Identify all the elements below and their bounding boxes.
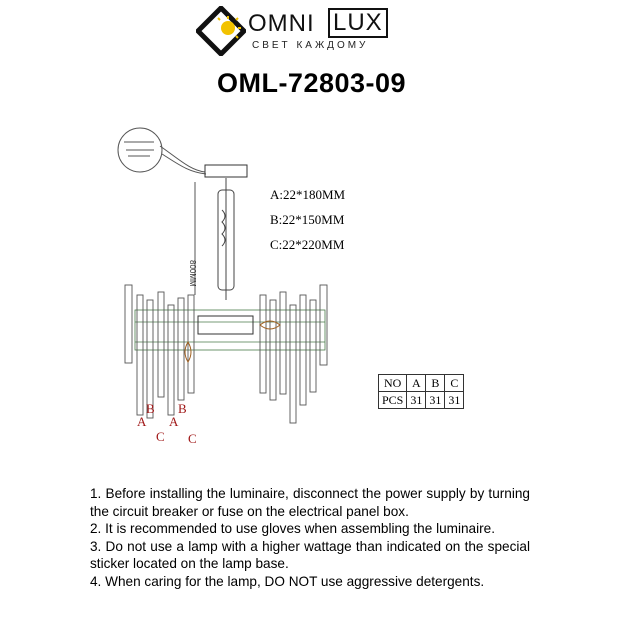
table-header-cell: A: [407, 375, 426, 392]
parts-table: [378, 374, 464, 409]
table-cell: 31: [407, 392, 426, 409]
dimension-a: A:22*180MM: [270, 187, 346, 202]
part-label-c1: C: [156, 429, 165, 444]
table-header-cell: B: [426, 375, 445, 392]
brand-logo: [196, 6, 416, 56]
table-row: [379, 392, 464, 409]
crystals: [125, 285, 327, 423]
dimension-c: C:22*220MM: [270, 237, 345, 252]
part-label-b2: B: [178, 401, 187, 416]
chain-length-label: 800MM: [188, 260, 197, 287]
part-label-a1: A: [137, 414, 147, 429]
part-label-a2: A: [169, 414, 179, 429]
wiring-detail: [118, 128, 206, 174]
instruction-item: 3. Do not use a lamp with a higher wattage than indicated on the special sticker located on the lamp base.: [90, 538, 530, 571]
table-cell: 31: [426, 392, 445, 409]
part-label-b1: B: [146, 401, 155, 416]
canopy: [205, 165, 247, 177]
table-header-row: [379, 375, 464, 392]
instruction-item: 1. Before installing the luminaire, disconnect the power supply by turning the circuit breaker or fuse on the electrical panel box.: [90, 486, 530, 519]
brand-tagline: СВЕТ КАЖДОМУ: [252, 40, 369, 51]
dimensions-list: [270, 182, 345, 257]
table-cell: 31: [445, 392, 464, 409]
dimension-b: B:22*150MM: [270, 212, 345, 227]
model-title: OML-72803-09: [216, 68, 407, 98]
brand-name-left: OMNI: [248, 10, 315, 37]
table-row-label: PCS: [379, 392, 407, 409]
instruction-item: 4. When caring for the lamp, DO NOT use aggressive detergents.: [90, 573, 485, 589]
brand-name-right: LUX: [328, 8, 388, 38]
part-label-c2: C: [188, 431, 197, 446]
table-header-cell: C: [445, 375, 464, 392]
instructions: [90, 485, 530, 590]
instruction-item: 2. It is recommended to use gloves when assembling the luminaire.: [90, 521, 495, 536]
chain: [218, 178, 234, 300]
logo-diamond-icon: [196, 6, 246, 56]
table-header-cell: NO: [379, 375, 407, 392]
center-body: [198, 316, 253, 334]
